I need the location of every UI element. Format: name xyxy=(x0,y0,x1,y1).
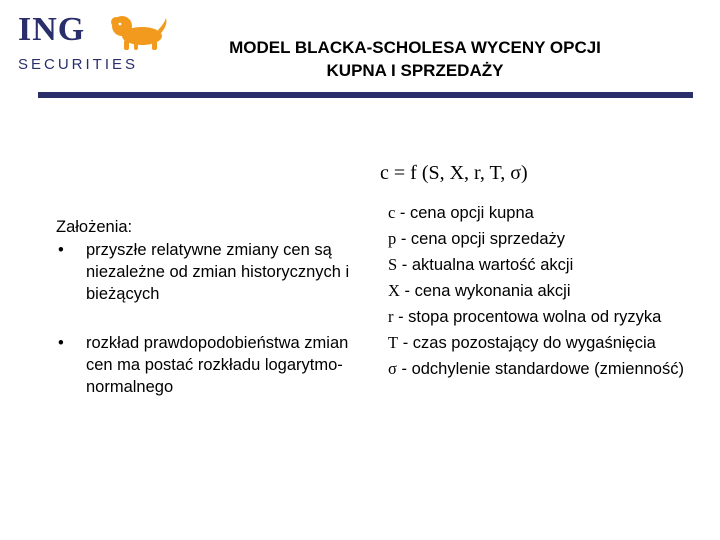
lion-icon xyxy=(108,12,170,52)
assumption-text: rozkład prawdopodobieństwa zmian cen ma postać rozkładu logarytmo-normalnego xyxy=(86,334,349,396)
legend-text: - aktualna wartość akcji xyxy=(401,256,574,274)
variable-legend xyxy=(388,202,708,384)
legend-text: - cena wykonania akcji xyxy=(404,282,571,300)
legend-text: - stopa procentowa wolna od ryzyka xyxy=(398,308,662,326)
page-title xyxy=(190,36,640,82)
title-line-2: KUPNA I SPRZEDAŻY xyxy=(326,61,504,80)
legend-item xyxy=(388,332,708,354)
bullet-icon: • xyxy=(58,334,64,352)
legend-item xyxy=(388,228,708,250)
legend-text: - cena opcji kupna xyxy=(399,204,534,222)
assumption-text: przyszłe relatywne zmiany cen są niezależne od zmian historycznych i bieżących xyxy=(86,241,350,303)
bullet-icon: • xyxy=(58,241,64,259)
ing-securities-logo xyxy=(16,10,176,74)
logo-subtitle: SECURITIES xyxy=(18,56,139,73)
legend-text: - czas pozostający do wygaśnięcia xyxy=(402,334,656,352)
legend-item xyxy=(388,202,708,224)
legend-symbol: S xyxy=(388,255,398,274)
logo-brand: ING xyxy=(18,11,86,48)
legend-text: - cena opcji sprzedaży xyxy=(400,230,566,248)
legend-item xyxy=(388,306,708,328)
legend-symbol: σ xyxy=(388,359,397,378)
legend-item xyxy=(388,280,708,302)
assumption-item xyxy=(56,332,356,398)
title-line-1: MODEL BLACKA-SCHOLESA WYCENY OPCJI xyxy=(229,38,601,57)
legend-text: - odchylenie standardowe (zmienność) xyxy=(401,360,684,378)
legend-item xyxy=(388,358,708,380)
legend-symbol: X xyxy=(388,281,400,300)
legend-symbol: r xyxy=(388,307,394,326)
assumptions-heading: Założenia: xyxy=(56,218,133,236)
legend-symbol: c xyxy=(388,203,396,222)
legend-item xyxy=(388,254,708,276)
assumption-item xyxy=(56,239,356,305)
header-divider xyxy=(38,92,693,98)
formula: c = f (S, X, r, T, σ) xyxy=(380,162,528,184)
legend-symbol: p xyxy=(388,229,397,248)
legend-symbol: T xyxy=(388,333,399,352)
assumptions-block xyxy=(56,216,356,398)
